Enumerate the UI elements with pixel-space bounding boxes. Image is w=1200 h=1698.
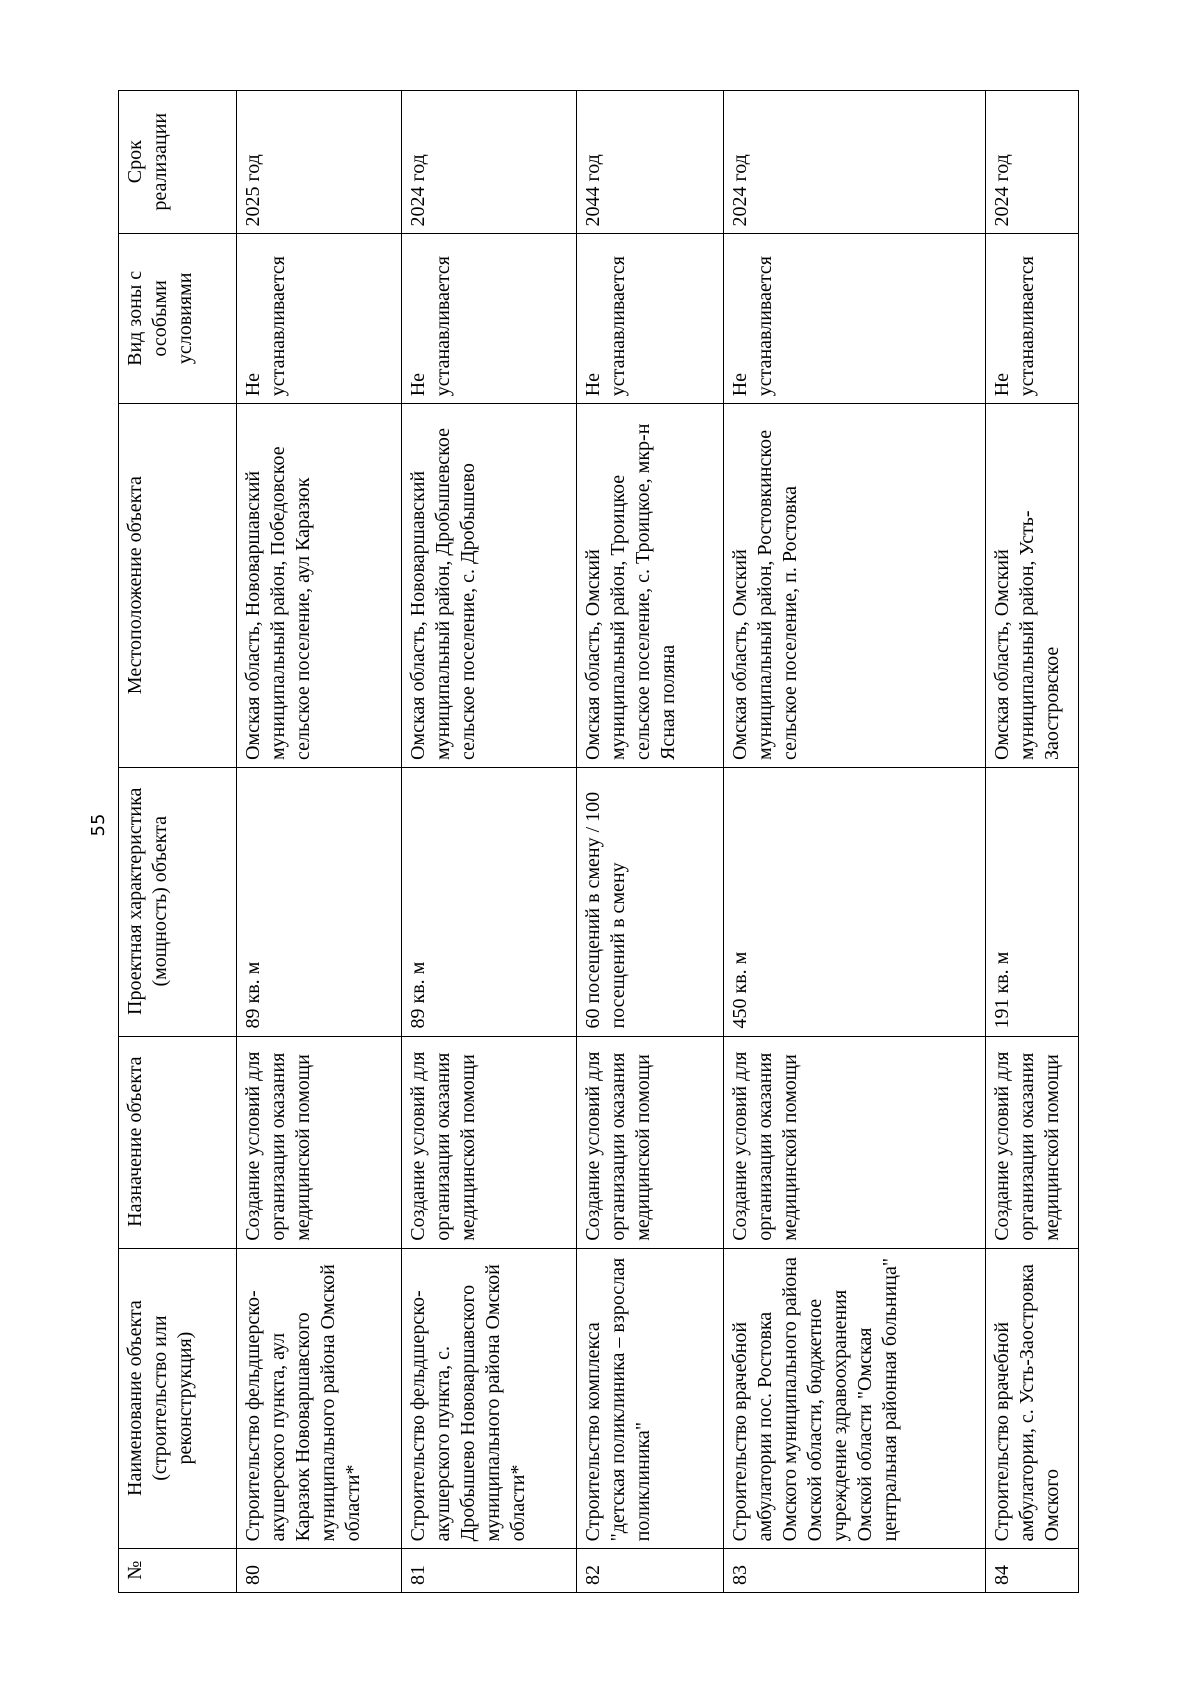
row-capacity: 60 посещений в смену / 100 посещений в смену — [577, 768, 724, 1037]
row-name: Строительство врачебной амбулатории пос. Ростовка Омского муниципального района Омской области, бюджетное учреждение здравоохранения Омской области "Омская центральная районная больница" — [724, 1248, 986, 1549]
page-number: 55 — [88, 813, 109, 837]
row-number: 83 — [724, 1549, 986, 1593]
header-purpose: Назначение объекта — [119, 1036, 237, 1248]
row-number: 82 — [577, 1549, 724, 1593]
row-capacity: 89 кв. м — [402, 768, 577, 1037]
row-capacity: 191 кв. м — [986, 768, 1079, 1037]
row-purpose: Создание условий для организации оказания медицинской помощи — [237, 1036, 402, 1248]
row-name: Строительство врачебной амбулатории, с. Усть-Заостровка Омского — [986, 1248, 1079, 1549]
row-name: Строительство фельдшерско-акушерского пункта, с. Дробышево Нововаршавского муниципального района Омской области* — [402, 1248, 577, 1549]
table-row — [986, 91, 1079, 1593]
row-zone: Не устанавливается — [724, 234, 986, 404]
row-purpose: Создание условий для организации оказания медицинской помощи — [986, 1036, 1079, 1248]
header-number: № — [119, 1549, 237, 1593]
row-zone: Не устанавливается — [577, 234, 724, 404]
row-term: 2024 год — [402, 91, 577, 234]
row-term: 2024 год — [986, 91, 1079, 234]
table-header-row — [119, 91, 237, 1593]
row-number: 81 — [402, 1549, 577, 1593]
objects-table — [118, 90, 1079, 1593]
table-row — [402, 91, 577, 1593]
row-name: Строительство комплекса "детская поликлиника – взрослая поликлиника" — [577, 1248, 724, 1549]
table-row — [724, 91, 986, 1593]
table-row — [577, 91, 724, 1593]
header-name: Наименование объекта (строительство или реконструкция) — [119, 1248, 237, 1549]
row-location: Омская область, Нововаршавский муниципальный район, Победовское сельское поселение, аул Каразюк — [237, 404, 402, 768]
header-term: Срок реализации — [119, 91, 237, 234]
row-term: 2044 год — [577, 91, 724, 234]
row-capacity: 89 кв. м — [237, 768, 402, 1037]
row-number: 84 — [986, 1549, 1079, 1593]
header-location: Местоположение объекта — [119, 404, 237, 768]
header-capacity: Проектная характеристика (мощность) объекта — [119, 768, 237, 1037]
table-row — [237, 91, 402, 1593]
row-zone: Не устанавливается — [237, 234, 402, 404]
row-location: Омская область, Омский муниципальный район, Ростовкинское сельское поселение, п. Ростовка — [724, 404, 986, 768]
header-zone: Вид зоны с особыми условиями — [119, 234, 237, 404]
row-location: Омская область, Нововаршавский муниципальный район, Дробышевское сельское поселение, с. Дробышево — [402, 404, 577, 768]
row-name: Строительство фельдшерско-акушерского пункта, аул Каразюк Нововаршавского муниципального района Омской области* — [237, 1248, 402, 1549]
row-number: 80 — [237, 1549, 402, 1593]
row-zone: Не устанавливается — [986, 234, 1079, 404]
row-purpose: Создание условий для организации оказания медицинской помощи — [402, 1036, 577, 1248]
row-purpose: Создание условий для организации оказания медицинской помощи — [577, 1036, 724, 1248]
row-term: 2024 год — [724, 91, 986, 234]
row-location: Омская область, Омский муниципальный район, Троицкое сельское поселение, с. Троицкое, мкр-н Ясная поляна — [577, 404, 724, 768]
row-zone: Не устанавливается — [402, 234, 577, 404]
row-location: Омская область, Омский муниципальный район, Усть-Заостровское — [986, 404, 1079, 768]
row-purpose: Создание условий для организации оказания медицинской помощи — [724, 1036, 986, 1248]
rotated-table-container — [118, 90, 1078, 1593]
row-term: 2025 год — [237, 91, 402, 234]
row-capacity: 450 кв. м — [724, 768, 986, 1037]
